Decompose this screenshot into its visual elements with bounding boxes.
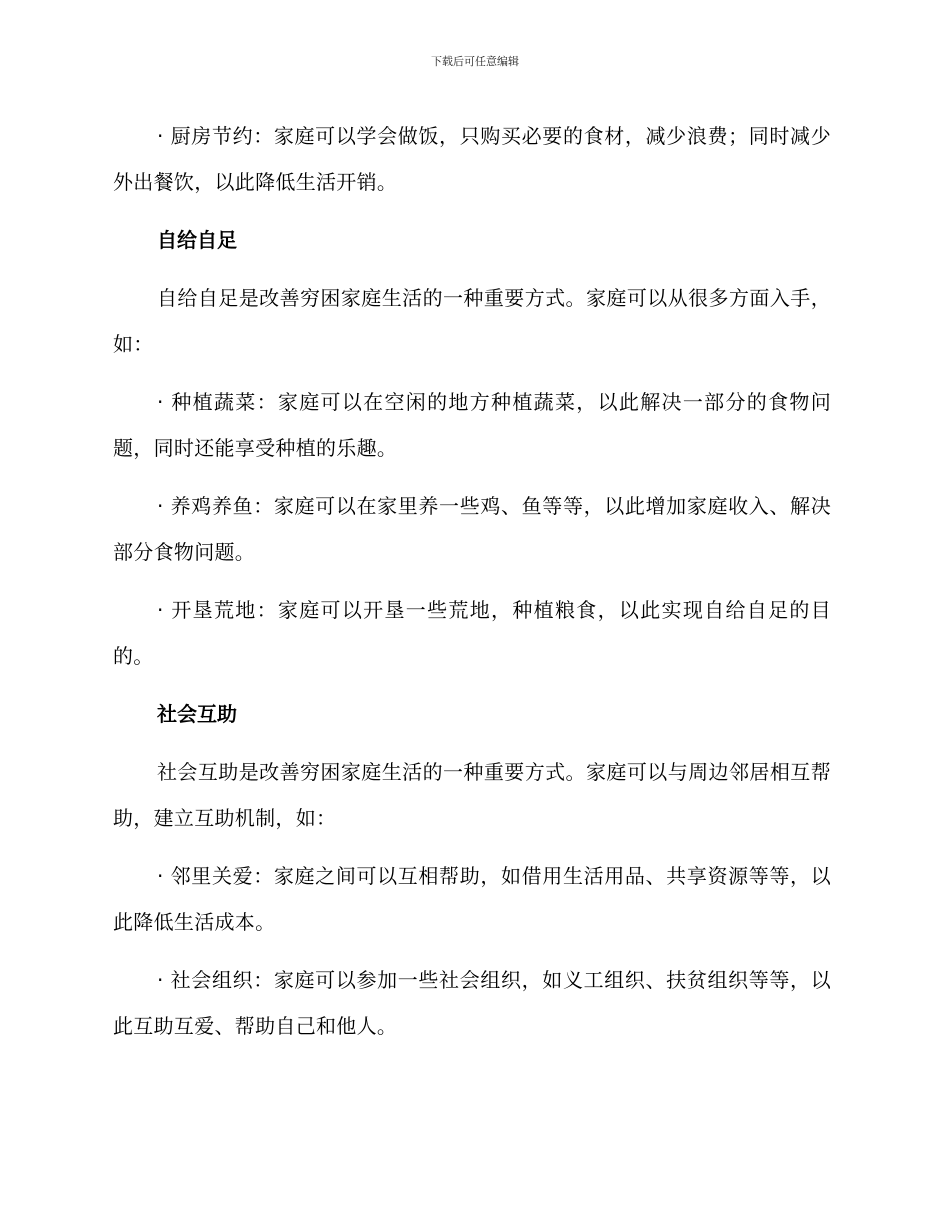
paragraph-social-organizations: · 社会组织：家庭可以参加一些社会组织，如义工组织、扶贫组织等等，以此互助互爱、帮助自己和他人。 [113,968,831,1038]
paragraph-social-mutual-aid-intro: 社会互助是改善穷困家庭生活的一种重要方式。家庭可以与周边邻居相互帮助，建立互助机制，如： [113,760,831,830]
paragraph-kitchen-saving: · 厨房节约：家庭可以学会做饭，只购买必要的食材，减少浪费；同时减少外出餐饮，以此降低生活开销。 [113,124,831,194]
paragraph-raise-chickens-fish: · 养鸡养鱼：家庭可以在家里养一些鸡、鱼等等，以此增加家庭收入、解决部分食物问题。 [113,494,831,564]
paragraph-reclaim-land: · 开垦荒地：家庭可以开垦一些荒地，种植粮食，以此实现自给自足的目的。 [113,598,831,668]
paragraph-self-sufficiency-intro: 自给自足是改善穷困家庭生活的一种重要方式。家庭可以从很多方面入手，如： [113,286,831,356]
section-heading-self-sufficiency: 自给自足 [157,228,237,252]
document-body [113,113,831,1061]
paragraph-neighbor-care: · 邻里关爱：家庭之间可以互相帮助，如借用生活用品、共享资源等等，以此降低生活成本。 [113,864,831,934]
section-heading-social-mutual-aid: 社会互助 [157,702,237,726]
paragraph-grow-vegetables: · 种植蔬菜：家庭可以在空闲的地方种植蔬菜，以此解决一部分的食物问题，同时还能享受种植的乐趣。 [113,390,831,460]
page-header: 下载后可任意编辑 [431,55,519,68]
